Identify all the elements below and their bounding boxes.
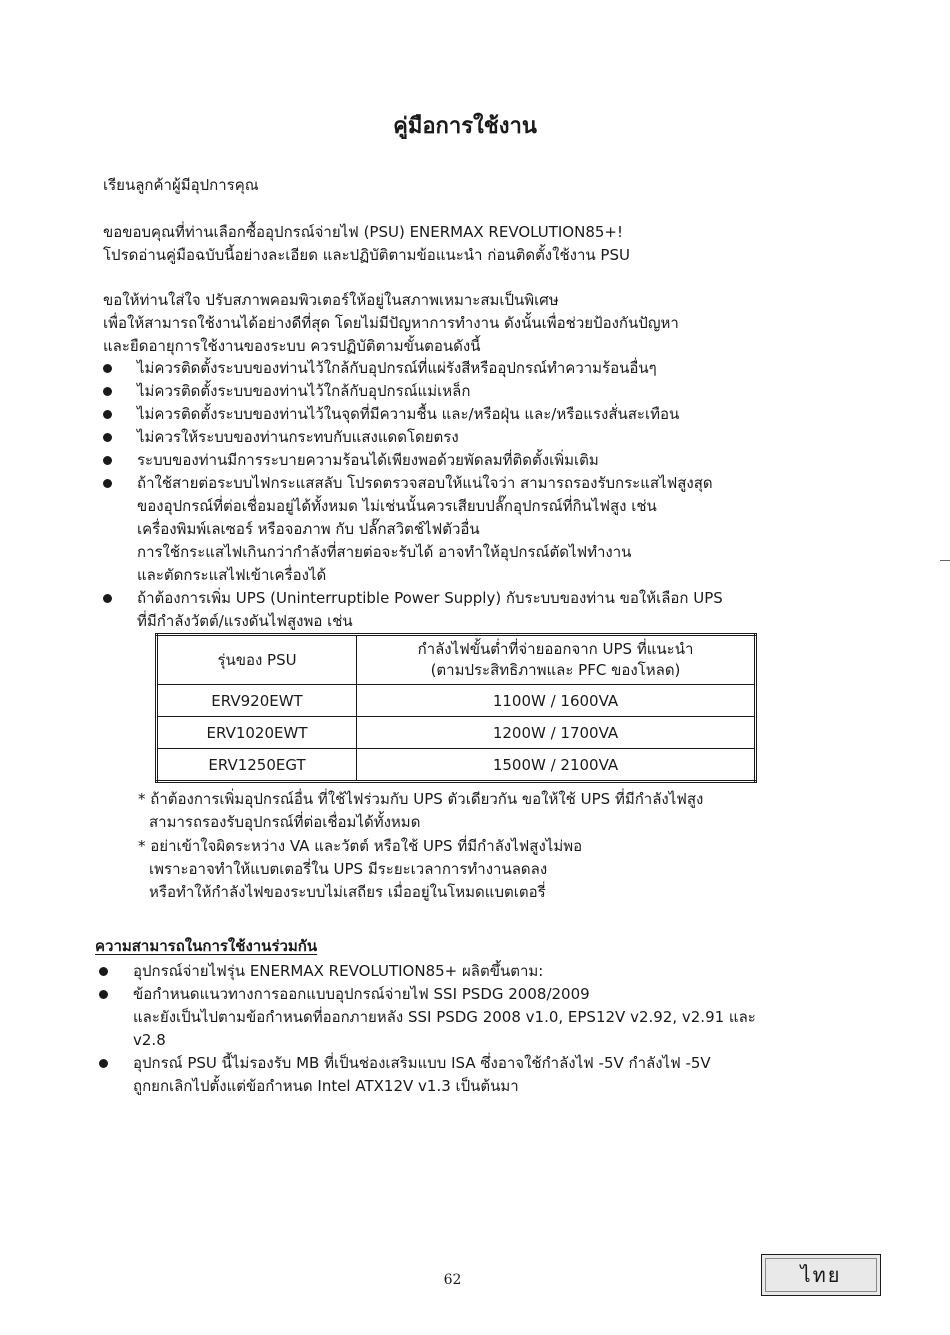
list-item-text: การใช้กระแสไฟเกินกว่ากำลังที่สายต่อจะรับได้ อาจทำให้อุปกรณ์ตัดไฟทำงาน (137, 543, 632, 561)
table-cell-model: ERV1020EWT (157, 717, 357, 749)
list-item-text: ถ้าต้องการเพิ่ม UPS (Uninterruptible Power Supply) กับระบบของท่าน ขอให้เลือก UPS (137, 589, 723, 607)
list-item-text: ไม่ควรให้ระบบของท่านกระทบกับแสงแดดโดยตรง (137, 428, 459, 446)
bullet-icon (99, 967, 108, 976)
table-cell-power: 1200W / 1700VA (357, 717, 756, 749)
column-header-model: รุ่นของ PSU (157, 635, 357, 685)
list-item (100, 357, 800, 380)
list-item (100, 449, 800, 472)
table-row (157, 749, 756, 782)
advice-line-2: เพื่อให้สามารถใช้งานได้อย่างดีที่สุด โดยไม่มีปัญหาการทำงาน ดังนั้นเพื่อช่วยป้องกันปัญหา (103, 314, 679, 332)
list-item-text: ไม่ควรติดตั้งระบบของท่านไว้ในจุดที่มีความชื้น และ/หรือฝุ่น และ/หรือแรงสั่นสะเทือน (137, 405, 680, 423)
list-item-text: ข้อกำหนดแนวทางการออกแบบอุปกรณ์จ่ายไฟ SSI PSDG 2008/2009 (133, 985, 590, 1003)
list-item-text: ไม่ควรติดตั้งระบบของท่านไว้ใกล้กับอุปกรณ์แม่เหล็ก (137, 382, 471, 400)
column-header-power-line-1: กำลังไฟขั้นต่ำที่จ่ายออกจาก UPS ที่แนะนำ (417, 640, 694, 658)
note-text: หรือทำให้กำลังไฟของระบบไม่เสถียร เมื่ออยู่ในโหมดแบตเตอรี่ (149, 883, 546, 901)
list-item (100, 472, 800, 587)
page-title: คู่มือการใช้งาน (393, 114, 537, 139)
list-item-text: ถูกยกเลิกไปตั้งแต่ข้อกำหนด Intel ATX12V v1.3 เป็นต้นมา (133, 1077, 519, 1095)
table-cell-power: 1100W / 1600VA (357, 685, 756, 717)
note-text: เพราะอาจทำให้แบตเตอรี่ใน UPS มีระยะเวลาการทำงานลดลง (149, 860, 548, 878)
table-notes (138, 788, 703, 905)
precautions-list (100, 357, 800, 633)
greeting: เรียนลูกค้าผู้มีอุปการคุณ (103, 176, 259, 194)
list-item (100, 587, 800, 633)
list-item-text: ถ้าใช้สายต่อระบบไฟกระแสสลับ โปรดตรวจสอบให้แน่ใจว่า สามารถรองรับกระแสไฟสูงสุด (137, 474, 713, 492)
bullet-icon (99, 1059, 108, 1068)
list-item-text: เครื่องพิมพ์เลเซอร์ หรือจอภาพ กับ ปลั๊กสวิตช์ไฟตัวอื่น (137, 520, 480, 538)
note-text: สามารถรองรับอุปกรณ์ที่ต่อเชื่อมได้ทั้งหมด (149, 813, 421, 831)
table-cell-model: ERV1250EGT (157, 749, 357, 782)
list-item-text: ของอุปกรณ์ที่ต่อเชื่อมอยู่ได้ทั้งหมด ไม่เช่นนั้นควรเสียบปลั๊กอุปกรณ์ที่กินไฟสูง เช่น (137, 497, 657, 515)
list-item-text: ระบบของท่านมีการระบายความร้อนได้เพียงพอด้วยพัดลมที่ติดตั้งเพิ่มเติม (137, 451, 599, 469)
list-item-text: v2.8 (133, 1031, 166, 1049)
list-item (100, 426, 800, 449)
list-item (100, 380, 800, 403)
intro-line-2: โปรดอ่านคู่มือฉบับนี้อย่างละเอียด และปฏิบัติตามข้อแนะนำ ก่อนติดตั้งใช้งาน PSU (103, 246, 630, 264)
table-header-row (157, 635, 756, 685)
list-item-text: ไม่ควรติดตั้งระบบของท่านไว้ใกล้กับอุปกรณ์ที่แผ่รังสีหรืออุปกรณ์ทำความร้อนอื่นๆ (137, 359, 657, 377)
table-cell-power: 1500W / 2100VA (357, 749, 756, 782)
bullet-icon (103, 456, 112, 465)
list-item-text: และยังเป็นไปตามข้อกำหนดที่ออกภายหลัง SSI PSDG 2008 v1.0, EPS12V v2.92, v2.91 และ (133, 1008, 756, 1026)
list-item (96, 1052, 826, 1098)
table-row (157, 717, 756, 749)
list-item-text: อุปกรณ์ PSU นี้ไม่รองรับ MB ที่เป็นช่องเสริมแบบ ISA ซึ่งอาจใช้กำลังไฟ -5V กำลังไฟ -5V (133, 1054, 711, 1072)
language-tab (761, 1254, 881, 1296)
list-item (100, 403, 800, 426)
intro-line-1: ขอขอบคุณที่ท่านเลือกซื้ออุปกรณ์จ่ายไฟ (PSU) ENERMAX REVOLUTION85+! (103, 223, 624, 241)
bullet-icon (103, 410, 112, 419)
bullet-icon (103, 594, 112, 603)
bullet-icon (103, 387, 112, 396)
bullet-icon (99, 990, 108, 999)
list-item-text: และตัดกระแสไฟเข้าเครื่องได้ (137, 566, 327, 584)
advice-line-3: และยืดอายุการใช้งานของระบบ ควรปฏิบัติตามขั้นตอนดังนี้ (103, 337, 481, 355)
bullet-icon (103, 364, 112, 373)
note (138, 835, 703, 904)
page-number: 62 (443, 1272, 462, 1288)
list-item-text: ที่มีกำลังวัตต์/แรงดันไฟสูงพอ เช่น (137, 612, 353, 630)
compatibility-list (96, 960, 826, 1098)
language-tab-label: ไทย (765, 1258, 877, 1292)
note (138, 788, 703, 834)
advice-line-1: ขอให้ท่านใส่ใจ ปรับสภาพคอมพิวเตอร์ให้อยู่ในสภาพเหมาะสมเป็นพิเศษ (103, 291, 559, 309)
list-item-text: อุปกรณ์จ่ายไฟรุ่น ENERMAX REVOLUTION85+ ผลิตขึ้นตาม: (133, 962, 544, 980)
note-text: * ถ้าต้องการเพิ่มอุปกรณ์อื่น ที่ใช้ไฟร่วมกับ UPS ตัวเดียวกัน ขอให้ใช้ UPS ที่มีกำลังไฟสูง (138, 790, 704, 808)
table-row (157, 685, 756, 717)
edge-tick-mark (940, 560, 950, 561)
section-heading-compatibility: ความสามารถในการใช้งานร่วมกัน (95, 937, 318, 955)
bullet-icon (103, 433, 112, 442)
list-item (96, 983, 826, 1052)
column-header-power-line-2: (ตามประสิทธิภาพและ PFC ของโหลด) (430, 661, 681, 679)
column-header-power (357, 635, 756, 685)
bullet-icon (103, 479, 112, 488)
note-text: * อย่าเข้าใจผิดระหว่าง VA และวัตต์ หรือใช้ UPS ที่มีกำลังไฟสูงไม่พอ (138, 837, 583, 855)
list-item (96, 960, 826, 983)
ups-recommendation-table (155, 633, 757, 783)
table-cell-model: ERV920EWT (157, 685, 357, 717)
